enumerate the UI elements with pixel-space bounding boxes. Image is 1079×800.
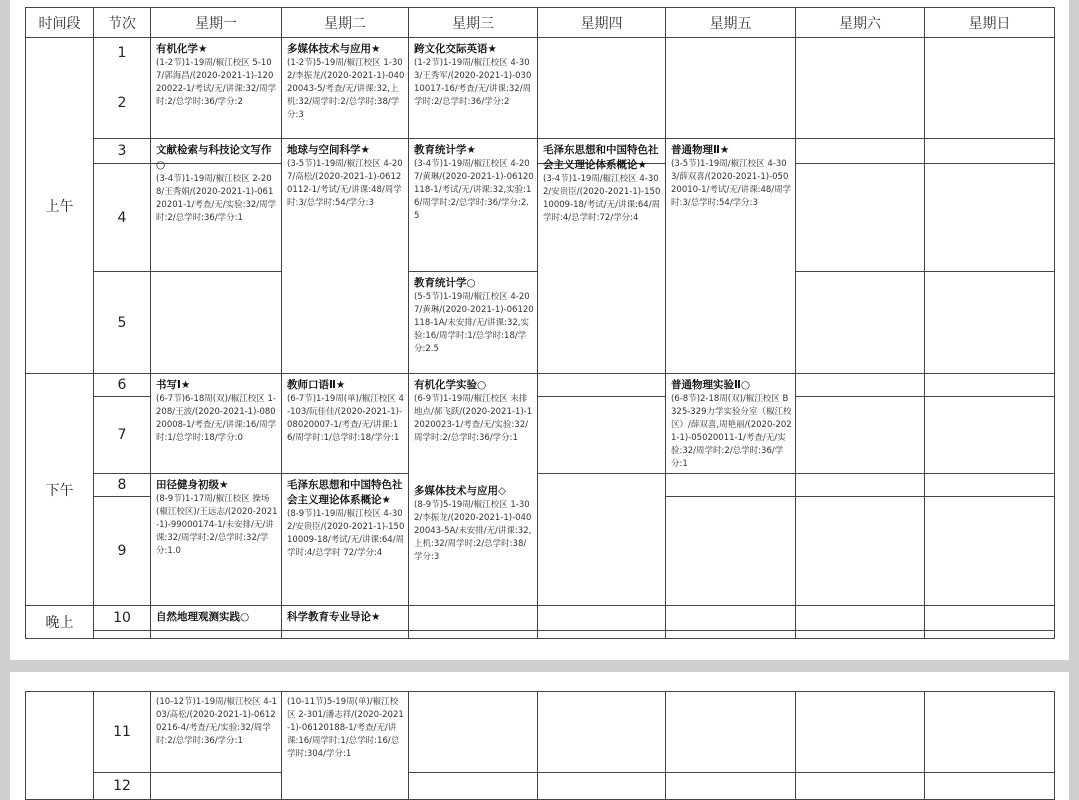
section-number: 11 xyxy=(113,724,131,740)
course-detail: (6-7节)1-19周(单)/椒江校区 4-103/阮佳佳/(2020-2021-1)-08020007-1/考查/无/讲课:16/周学时:1/总学时:18/学分:1 xyxy=(287,394,404,443)
course-title: 教育统计学★ xyxy=(414,144,476,156)
course-cell[interactable] xyxy=(409,374,537,473)
grid-line xyxy=(795,396,1055,397)
course-detail: (3-4节)1-19周/椒江校区 4-302/安贵臣/(2020-2021-1)-15010009-18/考试/无/讲课:64/周学时:4/总学时:72/学分:4 xyxy=(543,174,661,223)
course-title: 普通物理Ⅱ★ xyxy=(671,144,730,156)
course-detail: (3-5节)1-19周/椒江校区 4-207/高松/(2020-2021-1)-06120112-1/考试/无/讲课:48/周学时:3/总学时:54/学分:3 xyxy=(287,159,403,208)
course-cell[interactable] xyxy=(666,374,795,496)
grid-line xyxy=(408,772,1055,773)
grid-line xyxy=(25,691,26,800)
course-cell[interactable] xyxy=(409,272,537,373)
grid-line xyxy=(25,638,1055,639)
grid-line xyxy=(537,691,538,800)
session-morning: 上午 xyxy=(45,198,74,215)
grid-line xyxy=(795,691,796,800)
grid-line xyxy=(795,7,796,639)
course-title: 普通物理实验Ⅱ○ xyxy=(671,379,751,391)
course-detail: (1-2节)5-19周/椒江校区 1-302/李振龙/(2020-2021-1)-04020043-5/考查/无/讲课:32,上机:32/周学时:2/总学时:38/学分:3 xyxy=(287,58,405,120)
course-title: 多媒体技术与应用◇ xyxy=(414,485,507,497)
grid-line xyxy=(665,691,666,800)
header-wednesday: 星期三 xyxy=(452,16,494,32)
course-cell[interactable] xyxy=(538,139,665,273)
header-section: 节次 xyxy=(108,16,136,32)
header-period: 时间段 xyxy=(38,16,81,32)
course-detail: (3-4节)1-19周/椒江校区 2-208/王秀娟/(2020-2021-1)-06120201-1/考查/无/实验:32/周学时:2/总学时:36/学分:1 xyxy=(156,174,277,223)
timetable-sheet-continued xyxy=(10,672,1069,800)
course-cell[interactable] xyxy=(409,480,537,605)
section-number: 6 xyxy=(117,377,127,393)
course-cell[interactable] xyxy=(151,38,281,138)
course-cell[interactable] xyxy=(151,692,281,772)
grid-line xyxy=(924,691,925,800)
course-detail: (10-11节)5-19周(单)/椒江校区 2-301/潘志祥/(2020-2021-1)-06120188-1/考查/无/讲课:16/周学时:1/总学时:16/总学时:304/学分:1 xyxy=(287,697,404,759)
course-title: 有机化学实验○ xyxy=(414,379,487,391)
course-detail: (6-7节)6-18周(双)/椒江校区 1-208/王波/(2020-2021-1)-08020008-1/考查/无/讲课:16/周学时:1/总学时:18/学分:0 xyxy=(156,394,277,443)
session-afternoon: 下午 xyxy=(45,482,74,499)
course-cell[interactable] xyxy=(151,374,281,473)
course-detail: (8-9节)5-19周/椒江校区 1-302/李振龙/(2020-2021-1)-04020043-5A/未安排/无/讲课:32,上机:32/周学时:2/总学时:38/学分:3 xyxy=(414,500,532,562)
course-title: 书写Ⅰ★ xyxy=(156,379,191,391)
course-title: 毛泽东思想和中国特色社会主义理论体系概论★ xyxy=(543,144,659,171)
grid-line xyxy=(1054,691,1055,800)
course-cell[interactable] xyxy=(282,474,408,605)
course-title: 田径健身初级★ xyxy=(156,479,229,491)
header-friday: 星期五 xyxy=(709,16,752,32)
section-number: 2 xyxy=(117,94,127,111)
section-number: 3 xyxy=(117,143,127,159)
course-title: 教师口语Ⅱ★ xyxy=(287,379,346,391)
course-cell[interactable] xyxy=(282,606,408,630)
section-number: 9 xyxy=(117,543,127,559)
course-cell[interactable] xyxy=(151,606,281,630)
grid-line xyxy=(408,691,409,800)
grid-line xyxy=(665,496,1055,497)
course-detail: (1-2节)1-19周/椒江校区 5-107/郭海昌/(2020-2021-1)-12020022-1/考试/无/讲课:32/周学时:2/总学时:36/学分:2 xyxy=(156,58,277,107)
section-number: 8 xyxy=(117,477,127,493)
course-detail: (8-9节)1-17周/椒江校区 操场(椒江校区)/王远志/(2020-2021-1)-99000174-1/未安排/无/讲课:32/周学时:2/总学时:32/学分:1.0 xyxy=(156,494,278,556)
course-cell[interactable] xyxy=(151,139,281,271)
session-evening: 晚上 xyxy=(45,615,74,631)
course-title: 多媒体技术与应用★ xyxy=(287,43,381,55)
header-sunday: 星期日 xyxy=(968,16,1011,32)
course-title: 有机化学★ xyxy=(156,43,208,55)
section-number: 5 xyxy=(117,314,127,331)
header-thursday: 星期四 xyxy=(580,16,623,32)
header-tuesday: 星期二 xyxy=(324,16,366,32)
header-saturday: 星期六 xyxy=(839,16,881,32)
course-detail: (6-9节)1-19周/椒江校区 未排地点/郝飞跃/(2020-2021-1)-12020023-1/考查/无/实验:32/周学时:2/总学时:36/学分:1 xyxy=(414,394,533,443)
course-cell[interactable] xyxy=(666,139,795,373)
section-number: 1 xyxy=(117,45,127,61)
grid-line xyxy=(795,163,1055,164)
course-detail: (8-9节)1-19周/椒江校区 4-302/安贵臣/(2020-2021-1)-15010009-18/考试/无/讲课:64/周学时:4/总学时 72/学分:4 xyxy=(287,509,405,558)
course-cell[interactable] xyxy=(409,139,537,271)
course-cell[interactable] xyxy=(409,38,537,138)
section-number: 4 xyxy=(117,209,127,226)
course-title: 毛泽东思想和中国特色社会主义理论体系概论★ xyxy=(287,479,403,506)
course-detail: (3-4节)1-19周/椒江校区 4-207/黄琳/(2020-2021-1)-06120118-1/考试/无/讲课:32,实验:16/周学时:2/总学时:36/学分:2.5 xyxy=(414,159,534,221)
course-title: 教育统计学○ xyxy=(414,277,476,289)
course-detail: (3-5节)1-19周/椒江校区 4-303/薛双喜/(2020-2021-1)-05020010-1/考试/无/讲课:48/周学时:3/总学时:54/学分:3 xyxy=(671,159,792,208)
course-cell[interactable] xyxy=(151,474,281,605)
grid-line xyxy=(924,7,925,639)
grid-line xyxy=(537,7,538,639)
course-title: 跨文化交际英语★ xyxy=(414,43,497,55)
course-title: 科学教育专业导论★ xyxy=(287,611,381,623)
course-cell[interactable] xyxy=(282,139,408,373)
section-number: 10 xyxy=(113,610,131,626)
course-detail: (5-5节)1-19周/椒江校区 4-207/黄琳/(2020-2021-1)-06120118-1A/未安排/无/讲课:32,实验:16/周学时:1/总学时:18/学分:2.5 xyxy=(414,292,534,354)
timetable-sheet-main xyxy=(10,0,1069,660)
grid-line xyxy=(93,630,1055,631)
section-number: 7 xyxy=(117,427,127,443)
course-cell[interactable] xyxy=(282,692,408,782)
course-detail: (6-8节)2-18周(双)/椒江校区 B325-329力学实验分室（椒江校区）/薛双喜,周艳丽/(2020-2021-1)-05020011-1/考查/无/实验:32/周学时:2/总学时:36/学分:1 xyxy=(671,394,792,469)
grid-line xyxy=(537,473,1055,474)
grid-line xyxy=(1054,7,1055,639)
course-title: 自然地理观测实践○ xyxy=(156,611,250,623)
grid-line xyxy=(795,271,1055,272)
section-number: 12 xyxy=(113,778,131,794)
course-title: 文献检索与科技论文写作○ xyxy=(156,144,272,171)
course-cell[interactable] xyxy=(282,38,408,138)
course-cell[interactable] xyxy=(282,374,408,473)
grid-line xyxy=(537,396,665,397)
course-title: 地球与空间科学★ xyxy=(287,144,370,156)
course-detail: (1-2节)1-19周/椒江校区 4-303/王秀军/(2020-2021-1)-03010017-16/考查/无/讲课:32/周学时:2/总学时:36/学分:2 xyxy=(414,58,532,107)
course-detail: (10-12节)1-19周/椒江校区 4-103/高松/(2020-2021-1)-06120216-4/考查/无/实验:32/周学时:2/总学时:36/学分:1 xyxy=(156,697,278,746)
header-monday: 星期一 xyxy=(195,16,237,32)
